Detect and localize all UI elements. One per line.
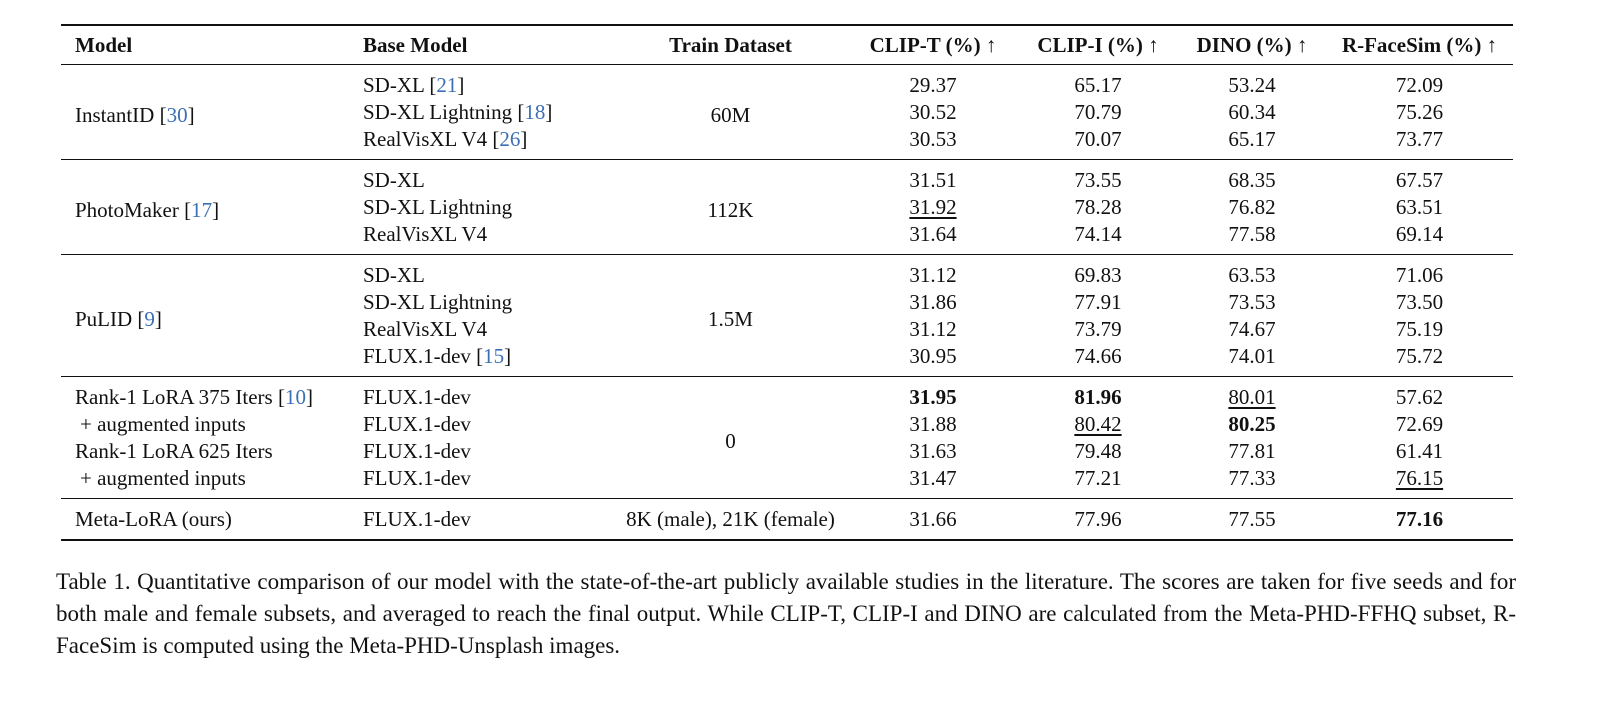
r-facesim-value: 75.26 [1395,100,1444,124]
base-model-cell [363,194,613,221]
header-row [61,25,1513,65]
clip-t-cell [848,126,1018,160]
clip-i-cell [1018,65,1178,100]
dino-cell [1178,194,1326,221]
base-model-cell [363,316,613,343]
base-model-label: RealVisXL V4 [363,317,488,341]
clip-i-cell [1018,499,1178,541]
train-dataset-cell: 0 [725,428,736,453]
dino-cell [1178,343,1326,377]
r-facesim-value: 72.69 [1395,412,1444,436]
r-facesim-cell [1326,221,1513,255]
base-model-cell: SD-XL Lightning [18] [363,100,553,124]
r-facesim-value: 75.19 [1395,317,1444,341]
model-label: Meta-LoRA (ours) [75,507,232,531]
table-row [61,65,1513,100]
clip-t-cell [848,465,1018,499]
r-facesim-value: 75.72 [1395,344,1444,368]
dino-value: 74.01 [1228,344,1276,368]
results-table [61,24,1513,541]
table-group [61,377,1513,499]
dino-value: 74.67 [1228,317,1276,341]
clip-t-value: 30.53 [909,127,957,151]
model-label: + augmented inputs [80,466,246,490]
model-cell [61,465,363,499]
base-model-label: FLUX.1-dev [363,385,471,409]
dino-cell [1178,316,1326,343]
r-facesim-cell [1326,126,1513,160]
base-model-label: FLUX.1-dev [363,466,471,490]
header-train-dataset: Train Dataset [613,25,848,65]
dino-value: 77.33 [1228,466,1276,490]
table-group [61,160,1513,255]
citation-link[interactable]: 17 [191,198,213,222]
clip-i-cell [1018,316,1178,343]
train-dataset-cell: 8K (male), 21K (female) [626,507,835,531]
clip-t-value: 31.63 [909,439,957,463]
clip-t-value: 30.95 [909,344,957,368]
dino-cell [1178,438,1326,465]
table-row [61,255,1513,290]
dino-value: 76.82 [1228,195,1276,219]
dino-cell [1178,65,1326,100]
train-dataset-cell: 112K [707,198,754,222]
dino-value: 80.25 [1228,412,1276,436]
clip-t-cell [848,194,1018,221]
clip-t-value: 30.52 [909,100,957,124]
dino-cell [1178,99,1326,126]
base-model-cell [363,377,613,412]
clip-i-value: 77.96 [1074,507,1122,531]
dino-value: 80.01 [1228,385,1276,409]
model-cell [61,499,363,541]
train-dataset-cell: 60M [710,103,751,127]
clip-i-value: 74.66 [1074,344,1122,368]
r-facesim-cell [1326,194,1513,221]
header-dino: DINO (%) ↑ [1178,25,1326,65]
r-facesim-cell [1326,99,1513,126]
citation-link[interactable]: 18 [524,100,546,124]
dino-value: 65.17 [1228,127,1276,151]
clip-i-value: 77.91 [1074,290,1122,314]
dino-value: 77.58 [1228,222,1276,246]
model-label: + augmented inputs [80,412,246,436]
clip-t-cell [848,221,1018,255]
r-facesim-cell [1326,289,1513,316]
clip-i-value: 65.17 [1074,73,1122,97]
clip-i-cell [1018,99,1178,126]
base-model-label: SD-XL Lightning [363,195,513,219]
train-dataset-cell: 1.5M [708,306,753,331]
r-facesim-value: 73.50 [1395,290,1444,314]
base-model-cell [363,160,613,195]
dino-cell [1178,465,1326,499]
clip-i-value: 70.79 [1074,100,1122,124]
table-row [61,377,1513,412]
clip-t-cell [848,438,1018,465]
clip-t-value: 31.92 [909,195,957,219]
citation-link[interactable]: 30 [166,103,188,127]
clip-t-cell [848,65,1018,100]
table-group [61,499,1513,541]
table-caption: Table 1. Quantitative comparison of our model with the state-of-the-art publicly available studies in the literature. The scores are taken for five seeds and for both male and female subsets, and averaged to reach the final output. While CLIP-T, CLIP-I and DINO are calculated from the Meta-PHD-FFHQ subset, R-FaceSim is computed using the Meta-PHD-Unsplash images. [56,569,1516,658]
clip-i-cell [1018,377,1178,412]
clip-t-value: 31.95 [909,385,957,409]
r-facesim-value: 61.41 [1395,439,1444,463]
citation-link[interactable]: 9 [144,306,155,331]
base-model-label: SD-XL Lightning [363,100,513,124]
base-model-cell [363,499,613,541]
clip-t-value: 31.47 [909,466,957,490]
base-model-label: RealVisXL V4 [363,222,488,246]
header-clip-i: CLIP-I (%) ↑ [1018,25,1178,65]
clip-i-value: 77.21 [1074,466,1122,490]
clip-t-cell [848,289,1018,316]
header-clip-t: CLIP-T (%) ↑ [848,25,1018,65]
model-label: Rank-1 LoRA 625 Iters [75,439,273,463]
r-facesim-value: 76.15 [1395,466,1444,490]
citation-link[interactable]: 15 [483,344,505,368]
clip-t-value: 31.12 [909,317,957,341]
dino-cell [1178,289,1326,316]
clip-t-cell [848,499,1018,541]
base-model-cell [363,255,613,290]
clip-t-value: 31.66 [909,507,957,531]
dino-value: 63.53 [1228,263,1276,287]
base-model-cell [363,221,613,255]
clip-i-cell [1018,343,1178,377]
model-label: PuLID [75,306,133,331]
citation-link[interactable]: 10 [284,385,306,409]
table-group [61,65,1513,160]
citation-link[interactable]: 26 [499,127,521,151]
clip-t-value: 31.86 [909,290,957,314]
clip-i-cell [1018,465,1178,499]
r-facesim-value: 69.14 [1395,222,1444,246]
model-cell [61,438,363,465]
r-facesim-cell [1326,465,1513,499]
clip-t-value: 31.64 [909,222,957,246]
r-facesim-value: 67.57 [1395,168,1444,192]
clip-i-value: 80.42 [1074,412,1122,436]
clip-t-value: 29.37 [909,73,957,97]
r-facesim-cell [1326,316,1513,343]
clip-t-cell [848,99,1018,126]
clip-t-cell [848,411,1018,438]
citation-link[interactable]: 21 [436,73,458,97]
clip-t-cell [848,343,1018,377]
base-model-label: SD-XL [363,168,425,192]
base-model-cell: RealVisXL V4 [26] [363,127,528,151]
dino-cell [1178,411,1326,438]
base-model-label: SD-XL [363,263,425,287]
base-model-label: SD-XL Lightning [363,290,513,314]
clip-i-value: 79.48 [1074,439,1122,463]
dino-value: 77.81 [1228,439,1276,463]
base-model-label: FLUX.1-dev [363,439,471,463]
clip-i-cell [1018,255,1178,290]
base-model-label: RealVisXL V4 [363,127,488,151]
clip-i-value: 78.28 [1074,195,1122,219]
r-facesim-cell [1326,377,1513,412]
clip-i-value: 81.96 [1074,385,1122,409]
dino-cell [1178,499,1326,541]
clip-i-value: 73.55 [1074,168,1122,192]
clip-i-cell [1018,289,1178,316]
dino-value: 60.34 [1228,100,1276,124]
clip-t-cell [848,160,1018,195]
model-label: Rank-1 LoRA 375 Iters [75,385,273,409]
dino-cell [1178,126,1326,160]
r-facesim-cell [1326,499,1513,541]
base-model-label: SD-XL [363,73,425,97]
model-cell [61,411,363,438]
dino-cell [1178,160,1326,195]
model-cell: PuLID [9] [75,306,162,331]
clip-i-value: 70.07 [1074,127,1122,151]
dino-value: 53.24 [1228,73,1276,97]
r-facesim-value: 71.06 [1395,263,1444,287]
dino-cell [1178,221,1326,255]
clip-i-cell [1018,438,1178,465]
r-facesim-value: 77.16 [1395,507,1444,531]
r-facesim-value: 63.51 [1395,195,1444,219]
clip-i-value: 69.83 [1074,263,1122,287]
base-model-cell: SD-XL [21] [363,73,465,97]
dino-cell [1178,255,1326,290]
dino-value: 77.55 [1228,507,1276,531]
model-cell: PhotoMaker [17] [75,198,220,222]
clip-i-cell [1018,411,1178,438]
table-group [61,255,1513,377]
dino-cell [1178,377,1326,412]
clip-t-value: 31.51 [909,168,957,192]
base-model-cell [363,411,613,438]
model-cell: Rank-1 LoRA 375 Iters [10] [75,385,313,409]
clip-i-value: 74.14 [1074,222,1122,246]
header-base-model: Base Model [363,25,613,65]
clip-t-cell [848,377,1018,412]
clip-t-value: 31.88 [909,412,957,436]
base-model-label: FLUX.1-dev [363,412,471,436]
dino-value: 73.53 [1228,290,1276,314]
base-model-cell: FLUX.1-dev [15] [363,344,512,368]
r-facesim-cell [1326,438,1513,465]
dino-value: 68.35 [1228,168,1276,192]
r-facesim-value: 57.62 [1395,385,1444,409]
clip-i-cell [1018,221,1178,255]
clip-i-value: 73.79 [1074,317,1122,341]
r-facesim-value: 72.09 [1395,73,1444,97]
r-facesim-cell [1326,343,1513,377]
clip-t-value: 31.12 [909,263,957,287]
clip-i-cell [1018,160,1178,195]
r-facesim-cell [1326,65,1513,100]
table-row [61,160,1513,195]
base-model-cell [363,289,613,316]
model-label: InstantID [75,103,155,127]
clip-t-cell [848,255,1018,290]
clip-i-cell [1018,126,1178,160]
header-model: Model [61,25,363,65]
clip-i-cell [1018,194,1178,221]
base-model-label: FLUX.1-dev [363,507,471,531]
model-cell: InstantID [30] [75,103,195,127]
header-r-facesim: R-FaceSim (%) ↑ [1326,25,1513,65]
r-facesim-value: 73.77 [1395,127,1444,151]
r-facesim-cell [1326,411,1513,438]
model-label: PhotoMaker [75,198,179,222]
base-model-cell [363,465,613,499]
base-model-label: FLUX.1-dev [363,344,471,368]
r-facesim-cell [1326,160,1513,195]
r-facesim-cell [1326,255,1513,290]
base-model-cell [363,438,613,465]
table-row [61,499,1513,541]
clip-t-cell [848,316,1018,343]
